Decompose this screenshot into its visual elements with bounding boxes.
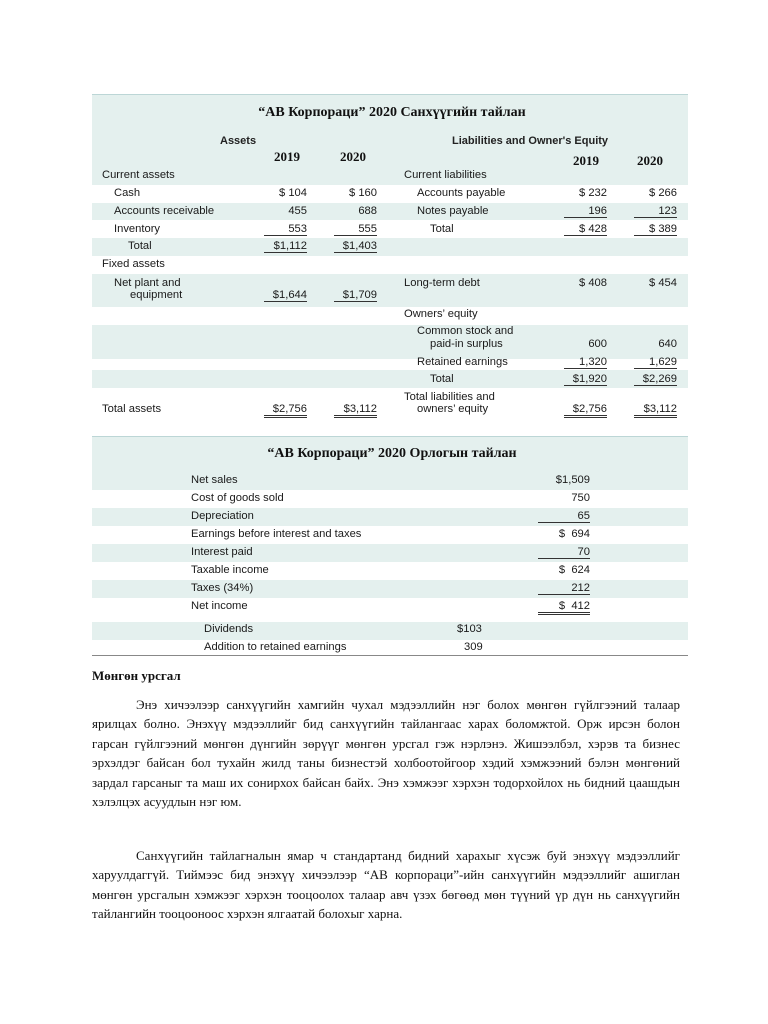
is-row-value: 212	[538, 582, 590, 595]
row-band	[92, 544, 688, 562]
npe-label-line1: Net plant and	[114, 277, 181, 289]
npe-label-line2: equipment	[130, 289, 183, 301]
current-assets-total-2020: $1,403	[334, 240, 377, 253]
dividends-value: $103	[457, 623, 482, 635]
current-liab-total-label: Total	[430, 223, 454, 235]
is-row-value: $ 624	[558, 564, 590, 576]
inventory-2019: 553	[264, 223, 307, 236]
current-assets-total-2019: $1,112	[264, 240, 307, 253]
npe-2020: $1,709	[334, 289, 377, 302]
ap-2019: $ 232	[579, 187, 607, 199]
row-band	[92, 622, 688, 640]
owners-equity-label: Owners’ equity	[404, 308, 478, 320]
addition-value: 309	[464, 641, 483, 653]
balance-sheet-title: “АВ Корпораци” 2020 Санхүүгийн тайлан	[258, 105, 526, 120]
retained-earnings-2020: 1,629	[634, 356, 677, 369]
inventory-label: Inventory	[114, 223, 161, 235]
np-2020: 123	[634, 205, 677, 218]
assets-header: Assets	[220, 135, 257, 147]
current-assets-label: Current assets	[102, 169, 175, 181]
current-liab-total-2020: $ 389	[634, 223, 677, 236]
is-row-value: $ 412	[538, 600, 590, 615]
row-band	[92, 238, 688, 256]
inventory-2020: 555	[334, 223, 377, 236]
np-2019: 196	[564, 205, 607, 218]
liab-year-2020: 2020	[637, 153, 663, 168]
ar-2020: 688	[358, 205, 377, 217]
ar-2019: 455	[288, 205, 307, 217]
is-row-value: $ 694	[558, 528, 590, 540]
fixed-assets-label: Fixed assets	[102, 258, 165, 270]
total-liab-2020: $3,112	[634, 403, 677, 418]
dividends-label: Dividends	[204, 623, 254, 635]
row-band	[92, 580, 688, 598]
current-liab-total-2019: $ 428	[564, 223, 607, 236]
common-stock-label-line2: paid-in surplus	[430, 338, 503, 350]
common-stock-2020: 640	[658, 338, 677, 350]
is-row-label: Interest paid	[191, 546, 253, 558]
npe-2019: $1,644	[264, 289, 307, 302]
common-stock-2019: 600	[588, 338, 607, 350]
total-assets-2019: $2,756	[264, 403, 307, 418]
liabilities-header: Liabilities and Owner's Equity	[452, 135, 609, 147]
is-row-value: 70	[538, 546, 590, 559]
is-row-value: 750	[571, 492, 590, 504]
is-row-label: Net sales	[191, 474, 238, 486]
cash-label: Cash	[114, 187, 141, 199]
is-row-label: Depreciation	[191, 510, 254, 522]
is-row-value: 65	[538, 510, 590, 523]
row-band	[92, 472, 688, 490]
cash-2020: $ 160	[349, 187, 377, 199]
is-row-label: Cost of goods sold	[191, 492, 284, 504]
ltd-2020: $ 454	[649, 277, 677, 289]
paragraph-1: Энэ хичээлээр санхүүгийн хамгийн чухал мэдээллийн нэг болох мөнгөн гүйлгээний талаар ярилцах болно. Энэхүү мэдээллийг бид санхүүгийн тайлангаас харах боломжтой. Орж ирсэн болон гарсан гүйлгээний мөнгөн дүнгийн зөрүүг мөнгөн урсгал гэж нэрлэнэ. Жишээлбэл, хэрэв та бизнес эрхэлдэг байсан бол тухайн жилд таны бизнестэй холбоотойгоор хэдий хэмжээний бэлэн мөнгөний зардал гарсаныг та маш их сонирхох байсан байх. Энэ хэмжээг хэрхэн тодорхойлох нь бидний цаашдын хэлэлцэх асуудлын нэг юм.	[92, 697, 680, 810]
total-liab-label-line1: Total liabilities and	[404, 391, 495, 403]
retained-earnings-label: Retained earnings	[417, 356, 508, 368]
owners-equity-total-label: Total	[430, 373, 454, 385]
section-heading: Мөнгөн урсгал	[92, 668, 181, 683]
is-row-value: $1,509	[555, 474, 590, 486]
retained-earnings-2019: 1,320	[564, 356, 607, 369]
owners-equity-total-2020: $2,269	[634, 373, 677, 386]
common-stock-label-line1: Common stock and	[417, 325, 514, 337]
balance-sheet-table	[92, 94, 688, 428]
total-liab-label-line2: owners’ equity	[417, 403, 489, 415]
is-row-label: Net income	[191, 600, 248, 612]
addition-label: Addition to retained earnings	[204, 641, 347, 653]
total-liab-2019: $2,756	[564, 403, 607, 418]
np-label: Notes payable	[417, 205, 489, 217]
ap-2020: $ 266	[649, 187, 677, 199]
ltd-2019: $ 408	[579, 277, 607, 289]
ar-label: Accounts receivable	[114, 205, 215, 217]
total-assets-label: Total assets	[102, 403, 162, 415]
paragraph-2: Санхүүгийн тайлагналын ямар ч стандартанд бидний харахыг хүсэж буй энэхүү мэдээллийг харуулдаггүй. Тиймээс бид энэхүү хичээлээр “АВ корпораци”-ийн санхүүгийн мэдээллийг ашиглан мөнгөн урсгалын хэмжээг хэрхэн тооцоолох талаар авч үзэх бөгөөд мөн түүний үр дүн нь санхүүгийн тайлангийн тооцооноос хэрхэн ялгаатай болохыг харна.	[92, 848, 680, 922]
total-assets-2020: $3,112	[334, 403, 377, 418]
row-band	[92, 168, 688, 185]
table-bottom-rule	[92, 655, 688, 656]
is-row-label: Taxable income	[191, 564, 269, 576]
cash-2019: $ 104	[279, 187, 307, 199]
ltd-label: Long-term debt	[404, 277, 480, 289]
owners-equity-total-2019: $1,920	[564, 373, 607, 386]
row-band	[92, 508, 688, 526]
income-statement-title: “АВ Корпораци” 2020 Орлогын тайлан	[267, 446, 517, 461]
current-assets-total-label: Total	[128, 240, 152, 252]
liab-year-2019: 2019	[573, 153, 599, 168]
income-statement-table	[92, 436, 688, 656]
is-row-label: Taxes (34%)	[191, 582, 254, 594]
assets-year-2020: 2020	[340, 149, 366, 164]
ap-label: Accounts payable	[417, 187, 506, 199]
assets-year-2019: 2019	[274, 149, 300, 164]
is-row-label: Earnings before interest and taxes	[191, 528, 362, 540]
current-liabilities-label: Current liabilities	[404, 169, 487, 181]
